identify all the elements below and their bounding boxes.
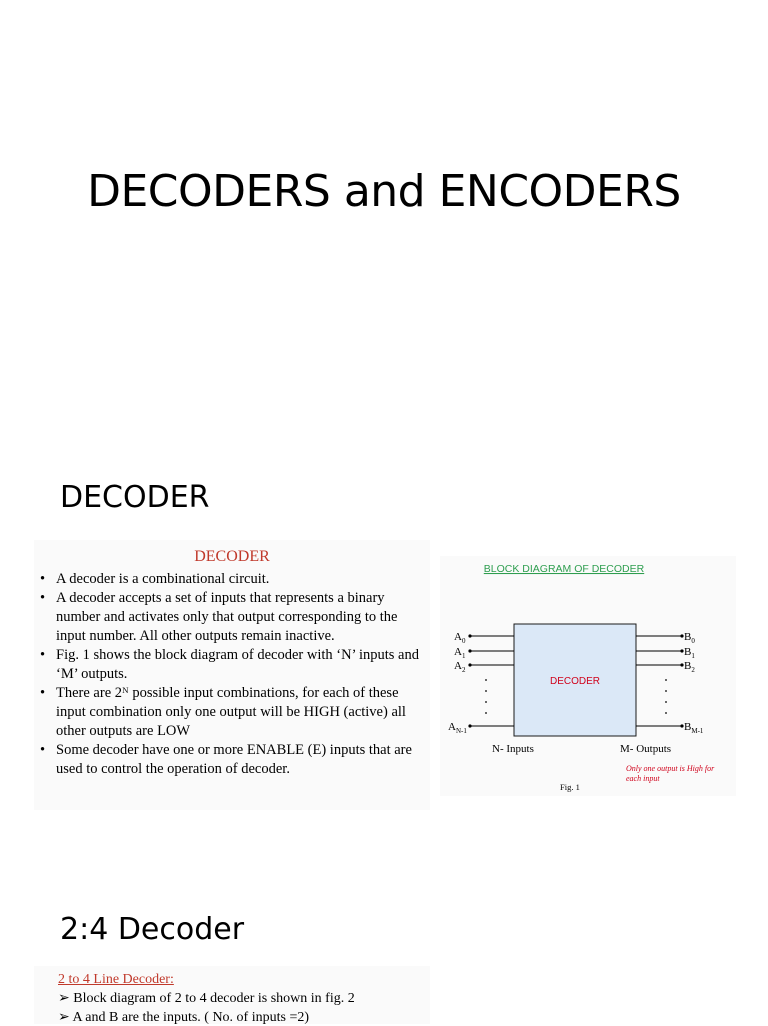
input-dot xyxy=(468,634,471,637)
input-label: $A_2$ xyxy=(454,660,466,674)
list-item xyxy=(58,990,430,1007)
bullet-text: Block diagram of 2 to 4 decoder is shown in fig. 2 xyxy=(73,991,355,1006)
figure-label: Fig. 1 xyxy=(560,782,580,792)
input-dot xyxy=(468,724,471,727)
presentation-title: DECODERS and ENCODERS xyxy=(87,166,681,217)
input-dot xyxy=(468,663,471,666)
bullet-text: Some decoder have one or more ENABLE (E) inputs that are used to control the operation of decoder. xyxy=(56,742,412,777)
block-diagram-figure xyxy=(440,556,736,796)
bullet-icon: • xyxy=(40,742,46,758)
outputs-caption: M- Outputs xyxy=(620,743,672,755)
input-dot xyxy=(468,649,471,652)
bullet-icon: • xyxy=(40,647,46,663)
slide-heading: DECODER xyxy=(60,480,210,515)
panel-title: DECODER xyxy=(194,548,270,565)
block-diagram-svg xyxy=(440,556,736,796)
panel-title: 2 to 4 Line Decoder: xyxy=(58,972,174,987)
output-label: $B_2$ xyxy=(684,660,695,674)
bullet-text: A decoder accepts a set of inputs that represents a binary number and activates only that output corresponding to the input number. All other outputs remain inactive. xyxy=(56,590,398,644)
input-label: $A_1$ xyxy=(454,646,466,660)
input-label: $A_0$ xyxy=(454,631,466,645)
decoder-bullet-list xyxy=(34,570,430,779)
list-item xyxy=(34,646,430,684)
list-item xyxy=(58,1009,430,1026)
decoder-text-panel xyxy=(34,540,430,810)
input-label: $A_{N-1}$ xyxy=(448,721,467,735)
two-to-four-decoder-slide xyxy=(0,864,768,1024)
arrow-bullet-icon: ➢ xyxy=(58,991,70,1006)
bullet-icon: • xyxy=(40,571,46,587)
arrow-bullet-icon: ➢ xyxy=(58,1010,70,1025)
decoder-block-label: DECODER xyxy=(549,676,601,687)
output-ellipsis xyxy=(665,679,667,714)
decoder-slide xyxy=(0,440,768,856)
decoder-text-panel xyxy=(34,966,430,1024)
bullet-icon: • xyxy=(40,590,46,606)
output-label: $B_0$ xyxy=(684,631,695,645)
list-item xyxy=(34,741,430,779)
inputs-caption: N- Inputs xyxy=(492,743,534,755)
bullet-text: There are 2ᴺ possible input combinations, for each of these input combination only one output will be HIGH (active) all other outputs are LOW xyxy=(56,685,406,739)
list-item xyxy=(34,589,430,646)
output-label: $B_{M-1}$ xyxy=(684,721,704,735)
bullet-text: Fig. 1 shows the block diagram of decoder with ‘N’ inputs and ‘M’ outputs. xyxy=(56,647,419,682)
output-label: $B_1$ xyxy=(684,646,695,660)
note-text: Only one output is High for xyxy=(626,764,715,773)
title-slide xyxy=(0,0,768,432)
input-ellipsis xyxy=(485,679,487,714)
slide-heading: 2:4 Decoder xyxy=(60,912,245,947)
bullet-text: A decoder is a combinational circuit. xyxy=(56,571,270,587)
diagram-title: BLOCK DIAGRAM OF DECODER xyxy=(483,563,645,575)
note-text: each input xyxy=(626,774,660,783)
bullet-text: A and B are the inputs. ( No. of inputs =2) xyxy=(72,1010,309,1025)
list-item xyxy=(34,684,430,741)
list-item xyxy=(34,570,430,589)
bullet-icon: • xyxy=(40,685,46,701)
